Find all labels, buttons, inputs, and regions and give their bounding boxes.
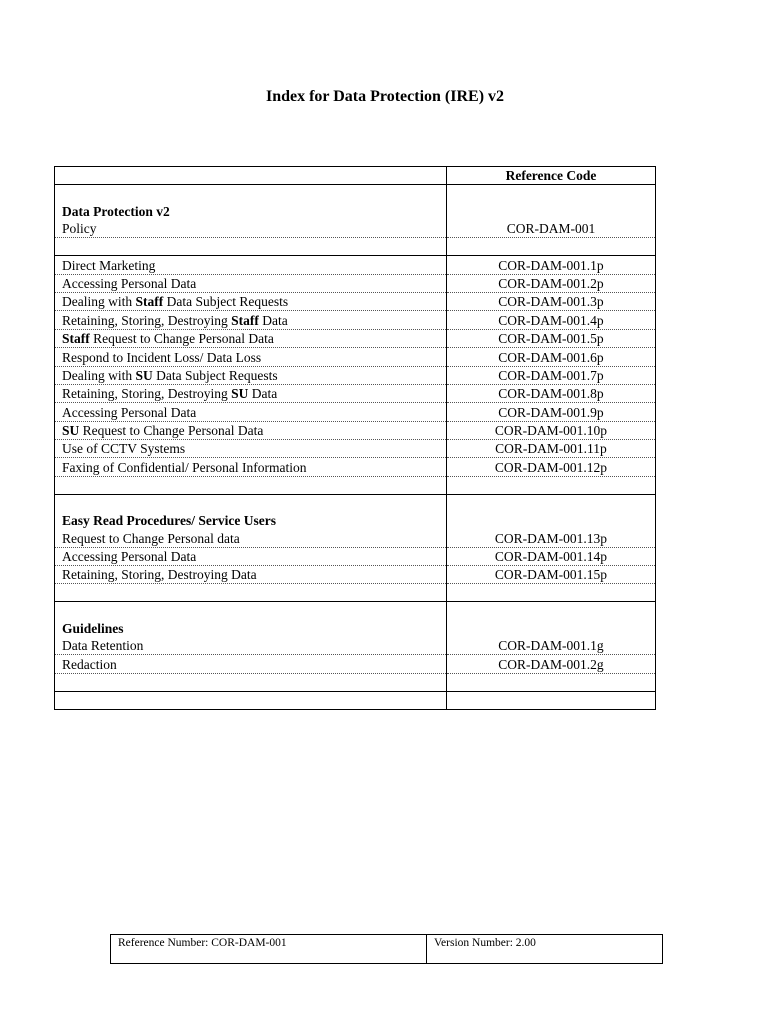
index-table [54,166,656,710]
reference-code-header: Reference Code [447,167,656,185]
header-empty-cell [55,167,447,185]
guideline-code: COR-DAM-001.2g [447,655,656,673]
procedure-code: COR-DAM-001.4p [447,311,656,329]
spacer-row [55,602,656,620]
table-row [55,655,656,673]
procedure-label: Dealing with Staff Data Subject Requests [55,292,447,310]
procedure-code: COR-DAM-001.2p [447,274,656,292]
easy-read-code: COR-DAM-001.13p [447,529,656,547]
easy-read-code: COR-DAM-001.14p [447,547,656,565]
table-row [55,566,656,584]
section-heading-row [55,512,656,529]
section-heading-easy-read: Easy Read Procedures/ Service Users [55,512,447,529]
spacer-row [55,476,656,494]
easy-read-label: Retaining, Storing, Destroying Data [55,566,447,584]
table-row [55,256,656,274]
procedure-code: COR-DAM-001.3p [447,292,656,310]
procedure-code: COR-DAM-001.10p [447,421,656,439]
document-title: Index for Data Protection (IRE) v2 [265,88,505,105]
easy-read-code: COR-DAM-001.15p [447,566,656,584]
header-row [55,167,656,185]
procedure-label: Respond to Incident Loss/ Data Loss [55,348,447,366]
procedure-code: COR-DAM-001.11p [447,440,656,458]
procedure-label: Accessing Personal Data [55,403,447,421]
table-row [55,311,656,329]
easy-read-label: Accessing Personal Data [55,547,447,565]
table-row [55,292,656,310]
footer-box [110,934,663,964]
procedure-label: Faxing of Confidential/ Personal Information [55,458,447,476]
guideline-code: COR-DAM-001.1g [447,637,656,655]
table-row [55,547,656,565]
section-heading-guidelines: Guidelines [55,619,447,636]
procedure-code: COR-DAM-001.12p [447,458,656,476]
spacer-row [55,185,656,203]
policy-label: Policy [55,220,447,238]
table-row [55,403,656,421]
section-heading-row [55,619,656,636]
table-row [55,329,656,347]
procedure-code: COR-DAM-001.6p [447,348,656,366]
spacer-row [55,584,656,602]
table-row [55,440,656,458]
spacer-row [55,238,656,256]
spacer-row [55,494,656,512]
table-row [55,348,656,366]
table-row [55,637,656,655]
procedure-label: SU Request to Change Personal Data [55,421,447,439]
table-row [55,384,656,402]
section-heading-row [55,202,656,219]
table-row [55,366,656,384]
section-heading-data-protection: Data Protection v2 [55,202,447,219]
procedure-label: Dealing with SU Data Subject Requests [55,366,447,384]
table-row [55,274,656,292]
table-row [55,458,656,476]
policy-code: COR-DAM-001 [447,220,656,238]
table-row [55,421,656,439]
procedure-code: COR-DAM-001.7p [447,366,656,384]
guideline-label: Data Retention [55,637,447,655]
table-row [55,529,656,547]
guideline-label: Redaction [55,655,447,673]
footer-reference-number: Reference Number: COR-DAM-001 [111,935,427,963]
procedure-label: Use of CCTV Systems [55,440,447,458]
procedure-code: COR-DAM-001.1p [447,256,656,274]
procedure-label: Retaining, Storing, Destroying SU Data [55,384,447,402]
spacer-row [55,673,656,691]
procedure-code: COR-DAM-001.5p [447,329,656,347]
procedure-label: Retaining, Storing, Destroying Staff Data [55,311,447,329]
easy-read-label: Request to Change Personal data [55,529,447,547]
procedure-label: Accessing Personal Data [55,274,447,292]
spacer-row [55,691,656,709]
procedure-code: COR-DAM-001.8p [447,384,656,402]
table-row [55,220,656,238]
procedure-label: Staff Request to Change Personal Data [55,329,447,347]
footer-version-number: Version Number: 2.00 [434,937,536,949]
procedure-code: COR-DAM-001.9p [447,403,656,421]
procedure-label: Direct Marketing [55,256,447,274]
